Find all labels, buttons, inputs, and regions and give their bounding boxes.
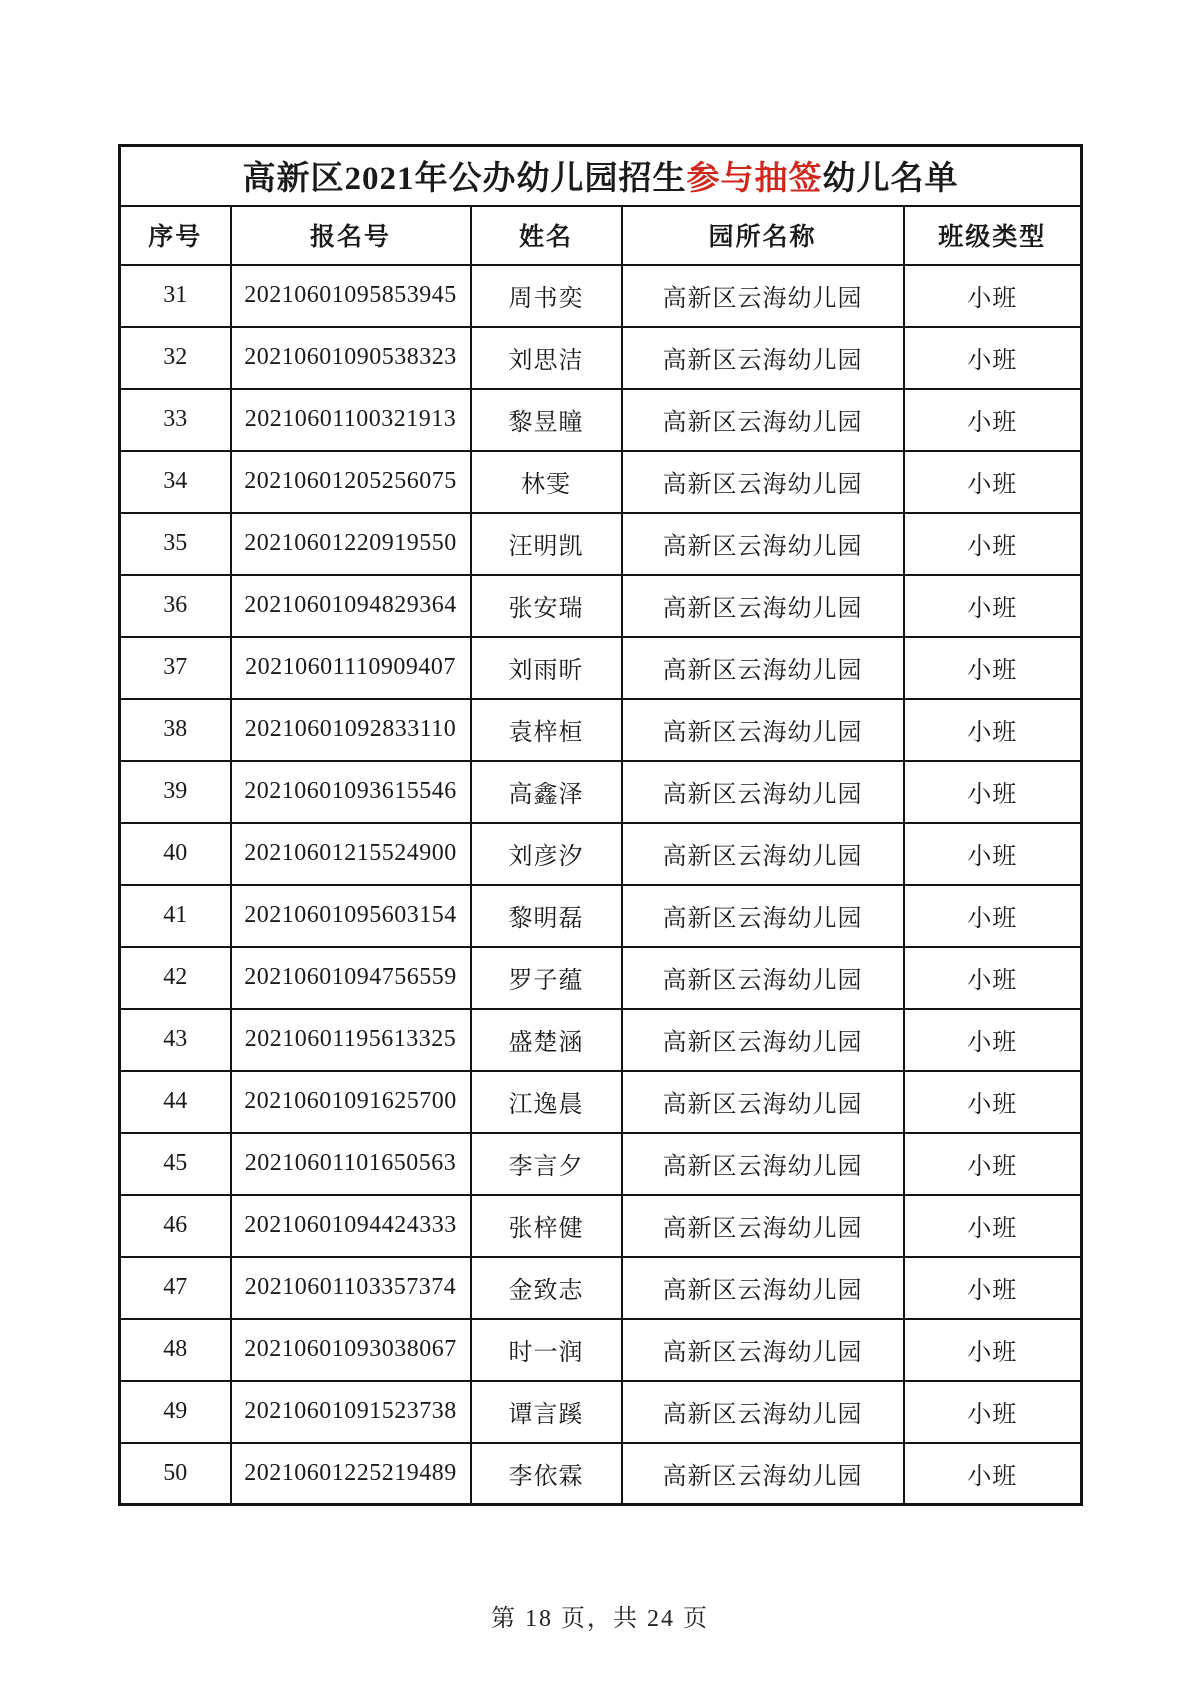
cell-class-type: 小班 <box>904 389 1082 451</box>
cell-child-name: 金致志 <box>471 1257 622 1319</box>
cell-child-name: 罗子蕴 <box>471 947 622 1009</box>
cell-child-name: 刘思洁 <box>471 327 622 389</box>
cell-child-name: 时一润 <box>471 1319 622 1381</box>
cell-child-name: 张梓健 <box>471 1195 622 1257</box>
table-row <box>120 1319 1082 1381</box>
table-row <box>120 265 1082 327</box>
cell-index: 35 <box>120 513 231 575</box>
header-row <box>120 206 1082 265</box>
cell-kindergarten-name: 高新区云海幼儿园 <box>622 1009 904 1071</box>
cell-index: 50 <box>120 1443 231 1505</box>
title-prefix: 高新区2021年公办幼儿园招生 <box>242 161 687 198</box>
cell-registration-no: 20210601094424333 <box>231 1195 471 1257</box>
table-row <box>120 761 1082 823</box>
cell-child-name: 汪明凯 <box>471 513 622 575</box>
cell-class-type: 小班 <box>904 823 1082 885</box>
table-row <box>120 327 1082 389</box>
cell-class-type: 小班 <box>904 1071 1082 1133</box>
cell-registration-no: 20210601103357374 <box>231 1257 471 1319</box>
cell-index: 39 <box>120 761 231 823</box>
cell-class-type: 小班 <box>904 947 1082 1009</box>
column-header-class-type: 班级类型 <box>904 206 1082 265</box>
table-row <box>120 823 1082 885</box>
table-row <box>120 451 1082 513</box>
cell-kindergarten-name: 高新区云海幼儿园 <box>622 1319 904 1381</box>
cell-kindergarten-name: 高新区云海幼儿园 <box>622 389 904 451</box>
cell-registration-no: 20210601205256075 <box>231 451 471 513</box>
cell-registration-no: 20210601092833110 <box>231 699 471 761</box>
cell-child-name: 周书奕 <box>471 265 622 327</box>
cell-kindergarten-name: 高新区云海幼儿园 <box>622 265 904 327</box>
title-highlight: 参与抽签 <box>686 161 823 198</box>
column-header-registration-no: 报名号 <box>231 206 471 265</box>
cell-index: 44 <box>120 1071 231 1133</box>
table-row <box>120 1071 1082 1133</box>
cell-index: 40 <box>120 823 231 885</box>
cell-registration-no: 20210601215524900 <box>231 823 471 885</box>
cell-child-name: 江逸晨 <box>471 1071 622 1133</box>
title-row <box>120 146 1082 206</box>
admission-lottery-table <box>118 144 1083 1506</box>
cell-registration-no: 20210601095853945 <box>231 265 471 327</box>
cell-index: 31 <box>120 265 231 327</box>
table-row <box>120 1381 1082 1443</box>
table-body <box>120 146 1082 1505</box>
cell-child-name: 黎明磊 <box>471 885 622 947</box>
cell-index: 33 <box>120 389 231 451</box>
cell-registration-no: 20210601094829364 <box>231 575 471 637</box>
cell-registration-no: 20210601093038067 <box>231 1319 471 1381</box>
table-row <box>120 513 1082 575</box>
cell-registration-no: 20210601094756559 <box>231 947 471 1009</box>
cell-registration-no: 20210601225219489 <box>231 1443 471 1505</box>
column-header-child-name: 姓名 <box>471 206 622 265</box>
cell-index: 37 <box>120 637 231 699</box>
table-row <box>120 389 1082 451</box>
cell-class-type: 小班 <box>904 1381 1082 1443</box>
cell-index: 46 <box>120 1195 231 1257</box>
cell-kindergarten-name: 高新区云海幼儿园 <box>622 1257 904 1319</box>
cell-registration-no: 20210601110909407 <box>231 637 471 699</box>
cell-child-name: 李依霖 <box>471 1443 622 1505</box>
table-row <box>120 1133 1082 1195</box>
cell-class-type: 小班 <box>904 699 1082 761</box>
column-header-kindergarten-name: 园所名称 <box>622 206 904 265</box>
page-footer: 第 18 页，共 24 页 <box>491 1606 709 1632</box>
cell-class-type: 小班 <box>904 1319 1082 1381</box>
cell-kindergarten-name: 高新区云海幼儿园 <box>622 327 904 389</box>
cell-index: 47 <box>120 1257 231 1319</box>
table-row <box>120 637 1082 699</box>
cell-index: 42 <box>120 947 231 1009</box>
cell-class-type: 小班 <box>904 451 1082 513</box>
table-title <box>120 146 1082 206</box>
cell-class-type: 小班 <box>904 885 1082 947</box>
cell-kindergarten-name: 高新区云海幼儿园 <box>622 637 904 699</box>
cell-class-type: 小班 <box>904 1009 1082 1071</box>
cell-kindergarten-name: 高新区云海幼儿园 <box>622 1071 904 1133</box>
cell-child-name: 谭言蹊 <box>471 1381 622 1443</box>
cell-kindergarten-name: 高新区云海幼儿园 <box>622 761 904 823</box>
cell-index: 48 <box>120 1319 231 1381</box>
cell-index: 32 <box>120 327 231 389</box>
cell-kindergarten-name: 高新区云海幼儿园 <box>622 947 904 1009</box>
cell-kindergarten-name: 高新区云海幼儿园 <box>622 699 904 761</box>
cell-class-type: 小班 <box>904 761 1082 823</box>
cell-class-type: 小班 <box>904 327 1082 389</box>
table-row <box>120 1443 1082 1505</box>
table-row <box>120 885 1082 947</box>
cell-index: 43 <box>120 1009 231 1071</box>
cell-index: 38 <box>120 699 231 761</box>
cell-class-type: 小班 <box>904 1257 1082 1319</box>
cell-registration-no: 20210601220919550 <box>231 513 471 575</box>
cell-child-name: 刘彦汐 <box>471 823 622 885</box>
cell-child-name: 黎昱瞳 <box>471 389 622 451</box>
cell-index: 45 <box>120 1133 231 1195</box>
cell-class-type: 小班 <box>904 1133 1082 1195</box>
cell-class-type: 小班 <box>904 575 1082 637</box>
cell-child-name: 李言夕 <box>471 1133 622 1195</box>
cell-index: 49 <box>120 1381 231 1443</box>
table-row <box>120 1009 1082 1071</box>
table-row <box>120 1257 1082 1319</box>
cell-child-name: 高鑫泽 <box>471 761 622 823</box>
cell-child-name: 袁梓桓 <box>471 699 622 761</box>
cell-kindergarten-name: 高新区云海幼儿园 <box>622 1195 904 1257</box>
cell-kindergarten-name: 高新区云海幼儿园 <box>622 823 904 885</box>
cell-index: 41 <box>120 885 231 947</box>
cell-child-name: 盛楚涵 <box>471 1009 622 1071</box>
cell-registration-no: 20210601101650563 <box>231 1133 471 1195</box>
title-suffix: 幼儿名单 <box>822 161 959 198</box>
cell-kindergarten-name: 高新区云海幼儿园 <box>622 1443 904 1505</box>
column-header-index: 序号 <box>120 206 231 265</box>
cell-class-type: 小班 <box>904 637 1082 699</box>
cell-kindergarten-name: 高新区云海幼儿园 <box>622 513 904 575</box>
cell-registration-no: 20210601100321913 <box>231 389 471 451</box>
table-row <box>120 575 1082 637</box>
cell-index: 34 <box>120 451 231 513</box>
table-row <box>120 947 1082 1009</box>
cell-class-type: 小班 <box>904 265 1082 327</box>
cell-child-name: 张安瑞 <box>471 575 622 637</box>
cell-registration-no: 20210601093615546 <box>231 761 471 823</box>
cell-registration-no: 20210601090538323 <box>231 327 471 389</box>
cell-class-type: 小班 <box>904 1195 1082 1257</box>
cell-registration-no: 20210601091625700 <box>231 1071 471 1133</box>
cell-kindergarten-name: 高新区云海幼儿园 <box>622 1381 904 1443</box>
cell-registration-no: 20210601095603154 <box>231 885 471 947</box>
table-row <box>120 1195 1082 1257</box>
cell-registration-no: 20210601195613325 <box>231 1009 471 1071</box>
cell-kindergarten-name: 高新区云海幼儿园 <box>622 885 904 947</box>
cell-kindergarten-name: 高新区云海幼儿园 <box>622 575 904 637</box>
cell-registration-no: 20210601091523738 <box>231 1381 471 1443</box>
cell-class-type: 小班 <box>904 1443 1082 1505</box>
cell-kindergarten-name: 高新区云海幼儿园 <box>622 1133 904 1195</box>
cell-index: 36 <box>120 575 231 637</box>
cell-kindergarten-name: 高新区云海幼儿园 <box>622 451 904 513</box>
cell-child-name: 林雯 <box>471 451 622 513</box>
table-row <box>120 699 1082 761</box>
cell-class-type: 小班 <box>904 513 1082 575</box>
cell-child-name: 刘雨昕 <box>471 637 622 699</box>
